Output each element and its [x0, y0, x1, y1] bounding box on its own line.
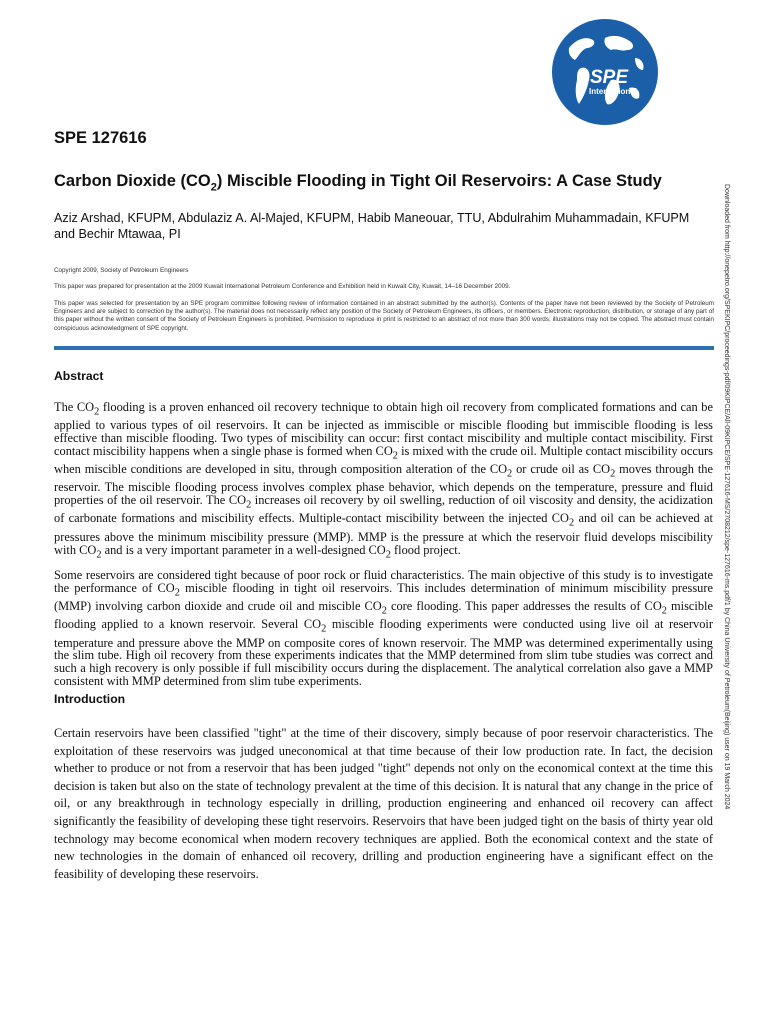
text-run: Some reservoirs are considered tight because of poor rock or fluid characteristics. The main objective of this study is to investigate the performance of CO	[54, 568, 713, 595]
subscript: 2	[246, 499, 252, 511]
abstract-paragraph-2	[54, 569, 713, 688]
copyright-notice: Copyright 2009, Society of Petroleum Engineers	[54, 267, 189, 274]
text-run: increases oil recovery by oil swelling, reduction of oil viscosity and density, the acidization of carbonate formations and miscibility effects. Multiple-contact miscibility between the injected CO	[54, 493, 714, 526]
logo-wordmark: SPE	[589, 67, 629, 88]
author-list: Aziz Arshad, KFUPM, Abdulaziz A. Al-Majed, KFUPM, Habib Maneouar, TTU, Abdulrahim Muhammadain, KFUPM and Bechir Mtawaa, PI	[54, 211, 690, 241]
disclaimer-notice: This paper was selected for presentation by an SPE program committee following review of information contained in an abstract submitted by the author(s). Contents of the paper have not been reviewed by the Society of Petroleum Engineers and are subject to correction by the author(s). The material does not necessarily reflect any position of the Society of Petroleum Engineers, its officers, or members. Electronic reproduction, distribution, or storage of any part of this paper without the written consent of the Society of Petroleum Engineers is prohibited. Permission to reproduce in print is restricted to an abstract of not more than 300 words; illustrations may not be copied. The abstract must contain conspicuous acknowledgment of SPE copyright.	[54, 300, 714, 332]
subscript: 2	[94, 406, 100, 418]
abstract-paragraph-1	[54, 401, 713, 562]
text-run: and is a very important parameter in a well-designed CO	[101, 542, 386, 557]
subscript: 2	[507, 468, 513, 480]
subscript: 2	[96, 548, 102, 560]
subscript: 2	[392, 450, 398, 462]
logo-subtext: International	[588, 87, 638, 96]
subscript: 2	[385, 548, 391, 560]
introduction-heading: Introduction	[54, 692, 126, 706]
text-run: flooding is a proven enhanced oil recovery technique to obtain high oil recovery from complicated formations and can be applied to various types of oil reservoirs. It can be injected as immiscible or miscible flooding but immiscible flooding is less effective than miscible flooding. Two types of miscibility can occur: first contact miscibility and multiple contact miscibility. First contact miscibility happens when a single phase is formed when CO	[54, 400, 713, 458]
text-run: miscible flooding in tight oil reservoirs. This includes determination of minimum miscibility pressure (MMP) involving carbon dioxide and crude oil and miscible CO	[54, 580, 713, 614]
abstract-heading: Abstract	[54, 369, 104, 383]
text-run: flood project.	[390, 542, 461, 557]
paper-title	[54, 171, 694, 197]
subscript: 2	[174, 587, 180, 599]
text-run: The CO	[54, 400, 95, 414]
text-run: and oil can be achieved at pressures above the minimum miscibility pressure (MMP). MMP is the pressure at which the reservoir fluid develops miscibility with CO	[54, 511, 713, 557]
download-stamp: Downloaded from http://onepetro.org/SPEKIPC/proceedings-pdf/09KIPCE/All-09KIPCE/SPE-127616-MS/2708212/spe-127616-ms.pdf/1 by China University of Petroleum(Beijing) user on 19 March 2024	[723, 184, 730, 810]
text-run: miscible flooding experiments were conducted using live oil at reservoir temperature and pressure above the MMP on composite cores of known reservoir. The MMP was determined experimentally using the slim tube. High oil recovery from these experiments indicates that the MMP determined from slim tube studies was correct and such a high recovery is only possible if full miscibility occurs during the displacement. The analytical correlation also gave a MMP consistent with MMP determined from slim tube experiments.	[54, 617, 713, 688]
text-run: miscible flooding applied to a known reservoir. Several CO	[54, 599, 713, 632]
paper-number: SPE 127616	[54, 129, 147, 147]
subscript: 2	[381, 605, 387, 617]
title-subscript: 2	[210, 181, 217, 194]
text-run: moves through the reservoir. The miscible flooding process involves complex phase behavior, which depends on the temperature, pressure and fluid properties of the oil reservoir. The CO	[54, 462, 713, 508]
spe-international-logo	[551, 18, 659, 126]
title-rest: ) Miscible Flooding in Tight Oil Reservoirs: A Case Study	[216, 172, 662, 190]
subscript: 2	[321, 623, 327, 635]
text-run: is mixed with the crude oil. Multiple contact miscibility occurs when miscible conditions are developed in situ, through composition alteration of the CO	[54, 443, 713, 477]
subscript: 2	[569, 517, 575, 529]
presentation-notice: This paper was prepared for presentation at the 2009 Kuwait International Petroleum Conference and Exhibition held in Kuwait City, Kuwait, 14–16 December 2009.	[54, 283, 511, 290]
header-divider	[54, 346, 714, 350]
introduction-paragraph-1: Certain reservoirs have been classified "tight" at the time of their discovery, simply because of poor reservoir characteristics. The exploitation of these reservoirs was judged uneconomical at that time because of their low production rate. In fact, the decision whether to produce or not from a reservoir that has been judged "tight" depends not only on the economical context at the time this decision is taken but also on the state of technology prevalent at the time of this decision. It is natural that any change in the price of oil, or any breakthrough in technology especially in drilling, production engineering and enhanced oil recovery can affect significantly the feasibility of developing these tight reservoirs. Reservoirs that have been judged tight on the basis of thirty year old technology may become economical when modern recovery techniques are applied. Both the economical context and the state of new technologies in the domain of enhanced oil recovery, drilling and production engineering have a significant effect on the feasibility of developing these reservoirs.	[54, 726, 713, 881]
subscript: 2	[610, 468, 616, 480]
text-run: or crude oil as CO	[512, 462, 611, 477]
text-run: core flooding. This paper addresses the results of CO	[386, 599, 662, 614]
subscript: 2	[661, 605, 667, 617]
title-lead: Carbon Dioxide (CO	[54, 172, 211, 190]
